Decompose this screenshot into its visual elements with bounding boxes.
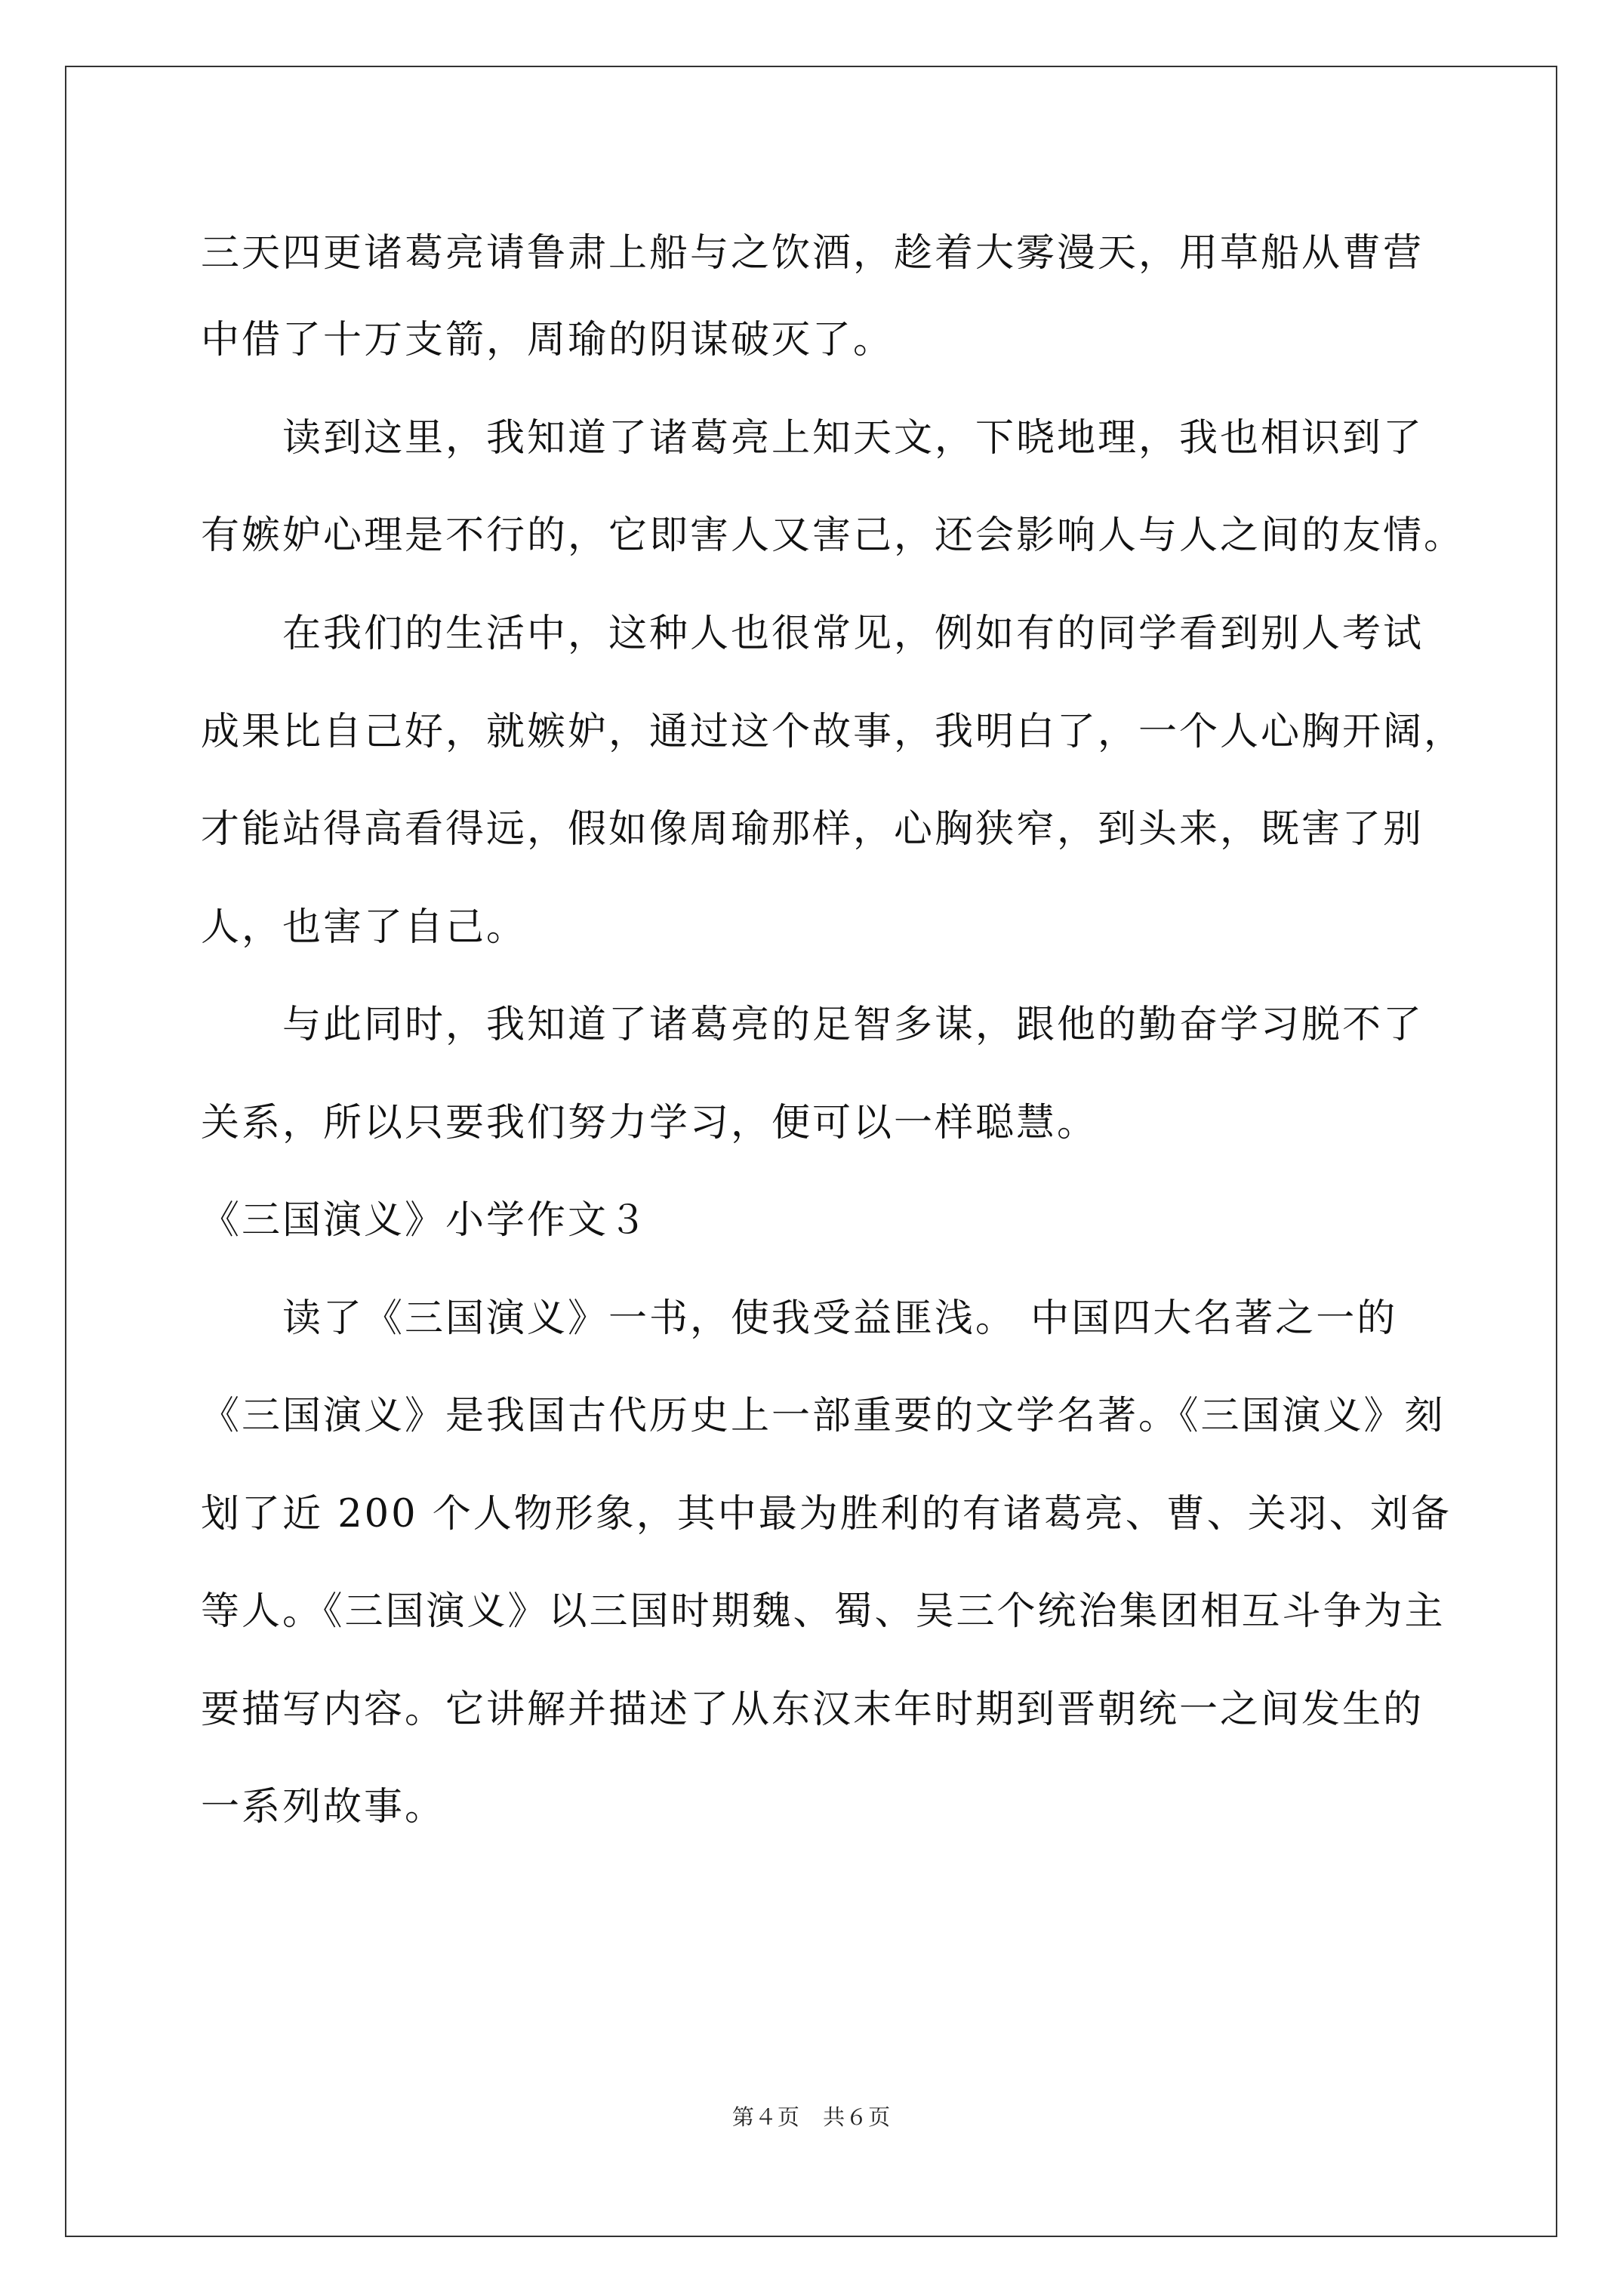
text-line: 成果比自己好，就嫉妒，通过这个故事，我明白了，一个人心胸开阔， bbox=[201, 710, 1465, 754]
text-line: 要描写内容。它讲解并描述了从东汉末年时期到晋朝统一之间发生的 bbox=[201, 1687, 1424, 1732]
text-line: 一系列故事。 bbox=[201, 1785, 446, 1829]
paragraph-start-line: 读了《三国演义》一书，使我受益匪浅。 中国四大名著之一的 bbox=[282, 1296, 1398, 1341]
page-footer bbox=[0, 2100, 1623, 2131]
page-number: 第４页 bbox=[731, 2104, 800, 2130]
page-total: 共６页 bbox=[823, 2104, 892, 2130]
text-line: 才能站得高看得远，假如像周瑜那样，心胸狭窄，到头来，既害了别 bbox=[201, 807, 1424, 852]
paragraph-start-line: 读到这里，我知道了诸葛亮上知天文，下晓地理，我也相识到了 bbox=[282, 416, 1424, 461]
text-line: 三天四更诸葛亮请鲁肃上船与之饮酒，趁着大雾漫天，用草船从曹营 bbox=[201, 231, 1424, 276]
text-line: 关系，所以只要我们努力学习，便可以一样聪慧。 bbox=[201, 1101, 1098, 1145]
paragraph-start-line: 与此同时，我知道了诸葛亮的足智多谋，跟他的勤奋学习脱不了 bbox=[282, 1003, 1424, 1047]
text-line: 《三国演义》是我国古代历史上一部重要的文学名著。《三国演义》刻 bbox=[201, 1394, 1446, 1438]
paragraph-start-line: 在我们的生活中，这种人也很常见，例如有的同学看到别人考试 bbox=[282, 612, 1424, 656]
text-line: 等人。《三国演义》以三国时期魏、蜀、吴三个统治集团相互斗争为主 bbox=[201, 1589, 1446, 1634]
text-line: 划了近 200 个人物形象，其中最为胜利的有诸葛亮、曹、关羽、刘备 bbox=[201, 1492, 1452, 1536]
text-line: 中借了十万支箭，周瑜的阴谋破灭了。 bbox=[201, 318, 895, 362]
text-line: 人，也害了自己。 bbox=[201, 905, 528, 950]
text-line: 有嫉妒心理是不行的，它即害人又害己，还会影响人与人之间的友情。 bbox=[201, 513, 1465, 558]
section-heading: 《三国演义》小学作文３ bbox=[201, 1198, 650, 1243]
